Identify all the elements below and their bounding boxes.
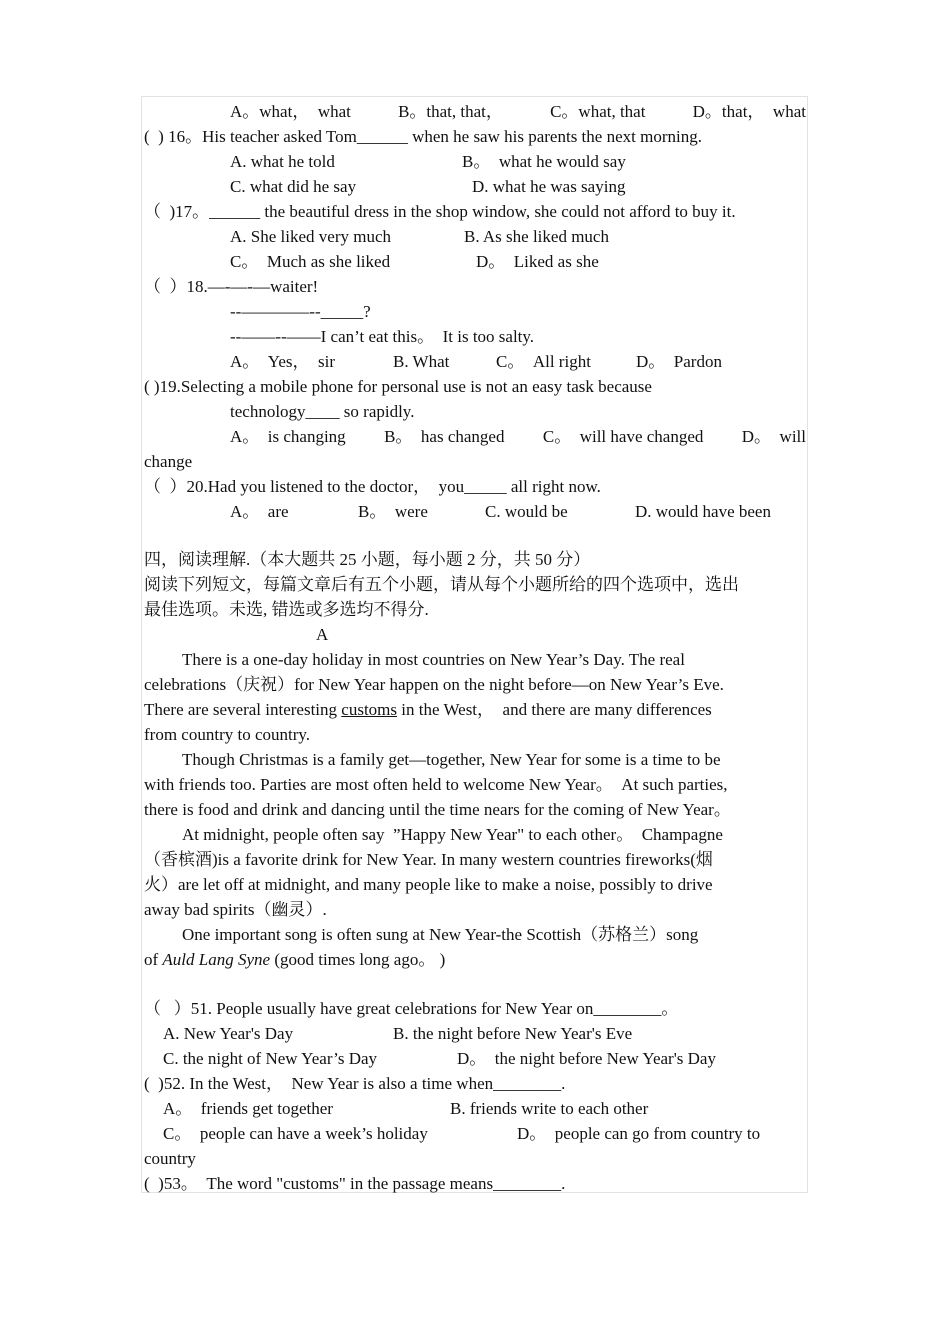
q19-option-d[interactable]: D。 will (741, 427, 806, 446)
q18-option-a[interactable]: A。 Yes， sir (230, 352, 336, 371)
customs-underlined-word: customs (341, 700, 398, 719)
section-title: 四，阅读理解.（本大题共 25 小题，每小题 2 分，共 50 分） (144, 550, 591, 569)
q52-option-c[interactable]: C。 people can have a week’s holiday (163, 1124, 428, 1143)
q51-option-c[interactable]: C. the night of New Year’s Day (163, 1049, 378, 1068)
passage-label: A (316, 625, 329, 644)
q17-option-a[interactable]: A. She liked very much (230, 227, 391, 246)
passage-text: There are several interesting (144, 700, 342, 719)
q19-stem: ( )19.Selecting a mobile phone for personal use is not an easy task because (144, 377, 652, 396)
q20-option-c[interactable]: C. would be (485, 502, 568, 521)
q20-option-a[interactable]: A。 are (230, 502, 289, 521)
passage-p2-line-1: Though Christmas is a family get—together, New Year for some is a time to be (182, 750, 721, 769)
q20-option-d[interactable]: D. would have been (635, 502, 771, 521)
q52-option-a[interactable]: A。 friends get together (163, 1099, 333, 1118)
passage-p3-line-2: （香槟酒)is a favorite drink for New Year. In many western countries fireworks(烟 (144, 850, 713, 869)
passage-p4-line-1: One important song is often sung at New Year-the Scottish（苏格兰）song (182, 925, 699, 944)
q53-stem: ( )53。 The word "customs" in the passage means________. (144, 1174, 566, 1193)
q19-options (230, 424, 806, 449)
passage-p2-line-2: with friends too. Parties are most often held to welcome New Year。 At such parties, (144, 775, 728, 794)
q18-option-d[interactable]: D。 Pardon (636, 352, 722, 371)
q17-stem: （ )17。______ the beautiful dress in the shop window, she could not afford to buy it. (144, 202, 736, 221)
passage-p1-line-2: celebrations（庆祝）for New Year happen on the night before—on New Year’s Eve. (144, 675, 724, 694)
passage-text: in the West， and there are many differences (397, 700, 712, 719)
q15-option-a[interactable]: A。what， what (230, 102, 351, 121)
q19-option-c[interactable]: C。 will have changed (542, 427, 704, 446)
passage-p1-line-1: There is a one-day holiday in most countries on New Year’s Day. The real (182, 650, 685, 669)
q17-option-b[interactable]: B. As she liked much (464, 227, 609, 246)
q19-option-d-wrap: change (144, 452, 193, 471)
q17-option-d[interactable]: D。 Liked as she (476, 252, 599, 271)
q15-option-d[interactable]: D。that， what (692, 102, 806, 121)
q19-option-a[interactable]: A。 is changing (230, 427, 346, 446)
q20-stem: （ ）20.Had you listened to the doctor， you_____ all right now. (144, 477, 601, 496)
q52-option-d[interactable]: D。 people can go from country to (517, 1124, 761, 1143)
section-instructions: 阅读下列短文，每篇文章后有五个小题，请从每个小题所给的四个选项中，选出 (144, 575, 739, 594)
q20-option-b[interactable]: B。 were (358, 502, 428, 521)
q18-dialog-line-3: --——--——I can’t eat this。 It is too salty. (230, 327, 535, 346)
q51-option-b[interactable]: B. the night before New Year's Eve (393, 1024, 633, 1043)
passage-text: (good times long ago。 ) (270, 950, 446, 969)
passage-p1-line-4: from country to country. (144, 725, 311, 744)
section-instructions-2: 最佳选项。未选, 错选或多选均不得分. (144, 600, 429, 619)
q17-option-c[interactable]: C。 Much as she liked (230, 252, 391, 271)
passage-p1-line-3 (144, 697, 808, 722)
passage-p3-line-1: At midnight, people often say ”Happy New Year" to each other。 Champagne (182, 825, 723, 844)
q15-option-c[interactable]: C。what, that (550, 102, 646, 121)
passage-p2-line-3: there is food and drink and dancing until the time nears for the coming of New Year。 (144, 800, 731, 819)
q52-stem: ( )52. In the West， New Year is also a time when________. (144, 1074, 566, 1093)
passage-p4-line-2 (144, 947, 808, 972)
song-title: Auld Lang Syne (162, 950, 271, 969)
q51-stem: （ ）51. People usually have great celebrations for New Year on________。 (144, 999, 679, 1018)
q19-stem-line-2: technology____ so rapidly. (230, 402, 415, 421)
q52-option-b[interactable]: B. friends write to each other (450, 1099, 649, 1118)
q51-option-a[interactable]: A. New Year's Day (163, 1024, 294, 1043)
q18-option-b[interactable]: B. What (393, 352, 450, 371)
passage-p3-line-4: away bad spirits（幽灵）. (144, 900, 327, 919)
q16-option-d[interactable]: D. what he was saying (472, 177, 626, 196)
q16-option-c[interactable]: C. what did he say (230, 177, 357, 196)
q51-option-d[interactable]: D。 the night before New Year's Day (457, 1049, 716, 1068)
q19-option-b[interactable]: B。 has changed (384, 427, 505, 446)
q18-option-c[interactable]: C。 All right (496, 352, 591, 371)
q15-options (230, 99, 806, 124)
q16-stem: ( ) 16。His teacher asked Tom______ when he saw his parents the next morning. (144, 127, 702, 146)
q18-dialog-line-2: --————--_____? (230, 302, 371, 321)
passage-p3-line-3: 火）are let off at midnight, and many people like to make a noise, possibly to drive (144, 875, 713, 894)
q16-option-a[interactable]: A. what he told (230, 152, 335, 171)
q52-option-d-wrap: country (144, 1149, 196, 1168)
q16-option-b[interactable]: B。 what he would say (462, 152, 626, 171)
passage-text: of (144, 950, 163, 969)
q15-option-b[interactable]: B。that, that， (398, 102, 503, 121)
q18-stem: （ ）18.—-—-—waiter! (144, 277, 319, 296)
